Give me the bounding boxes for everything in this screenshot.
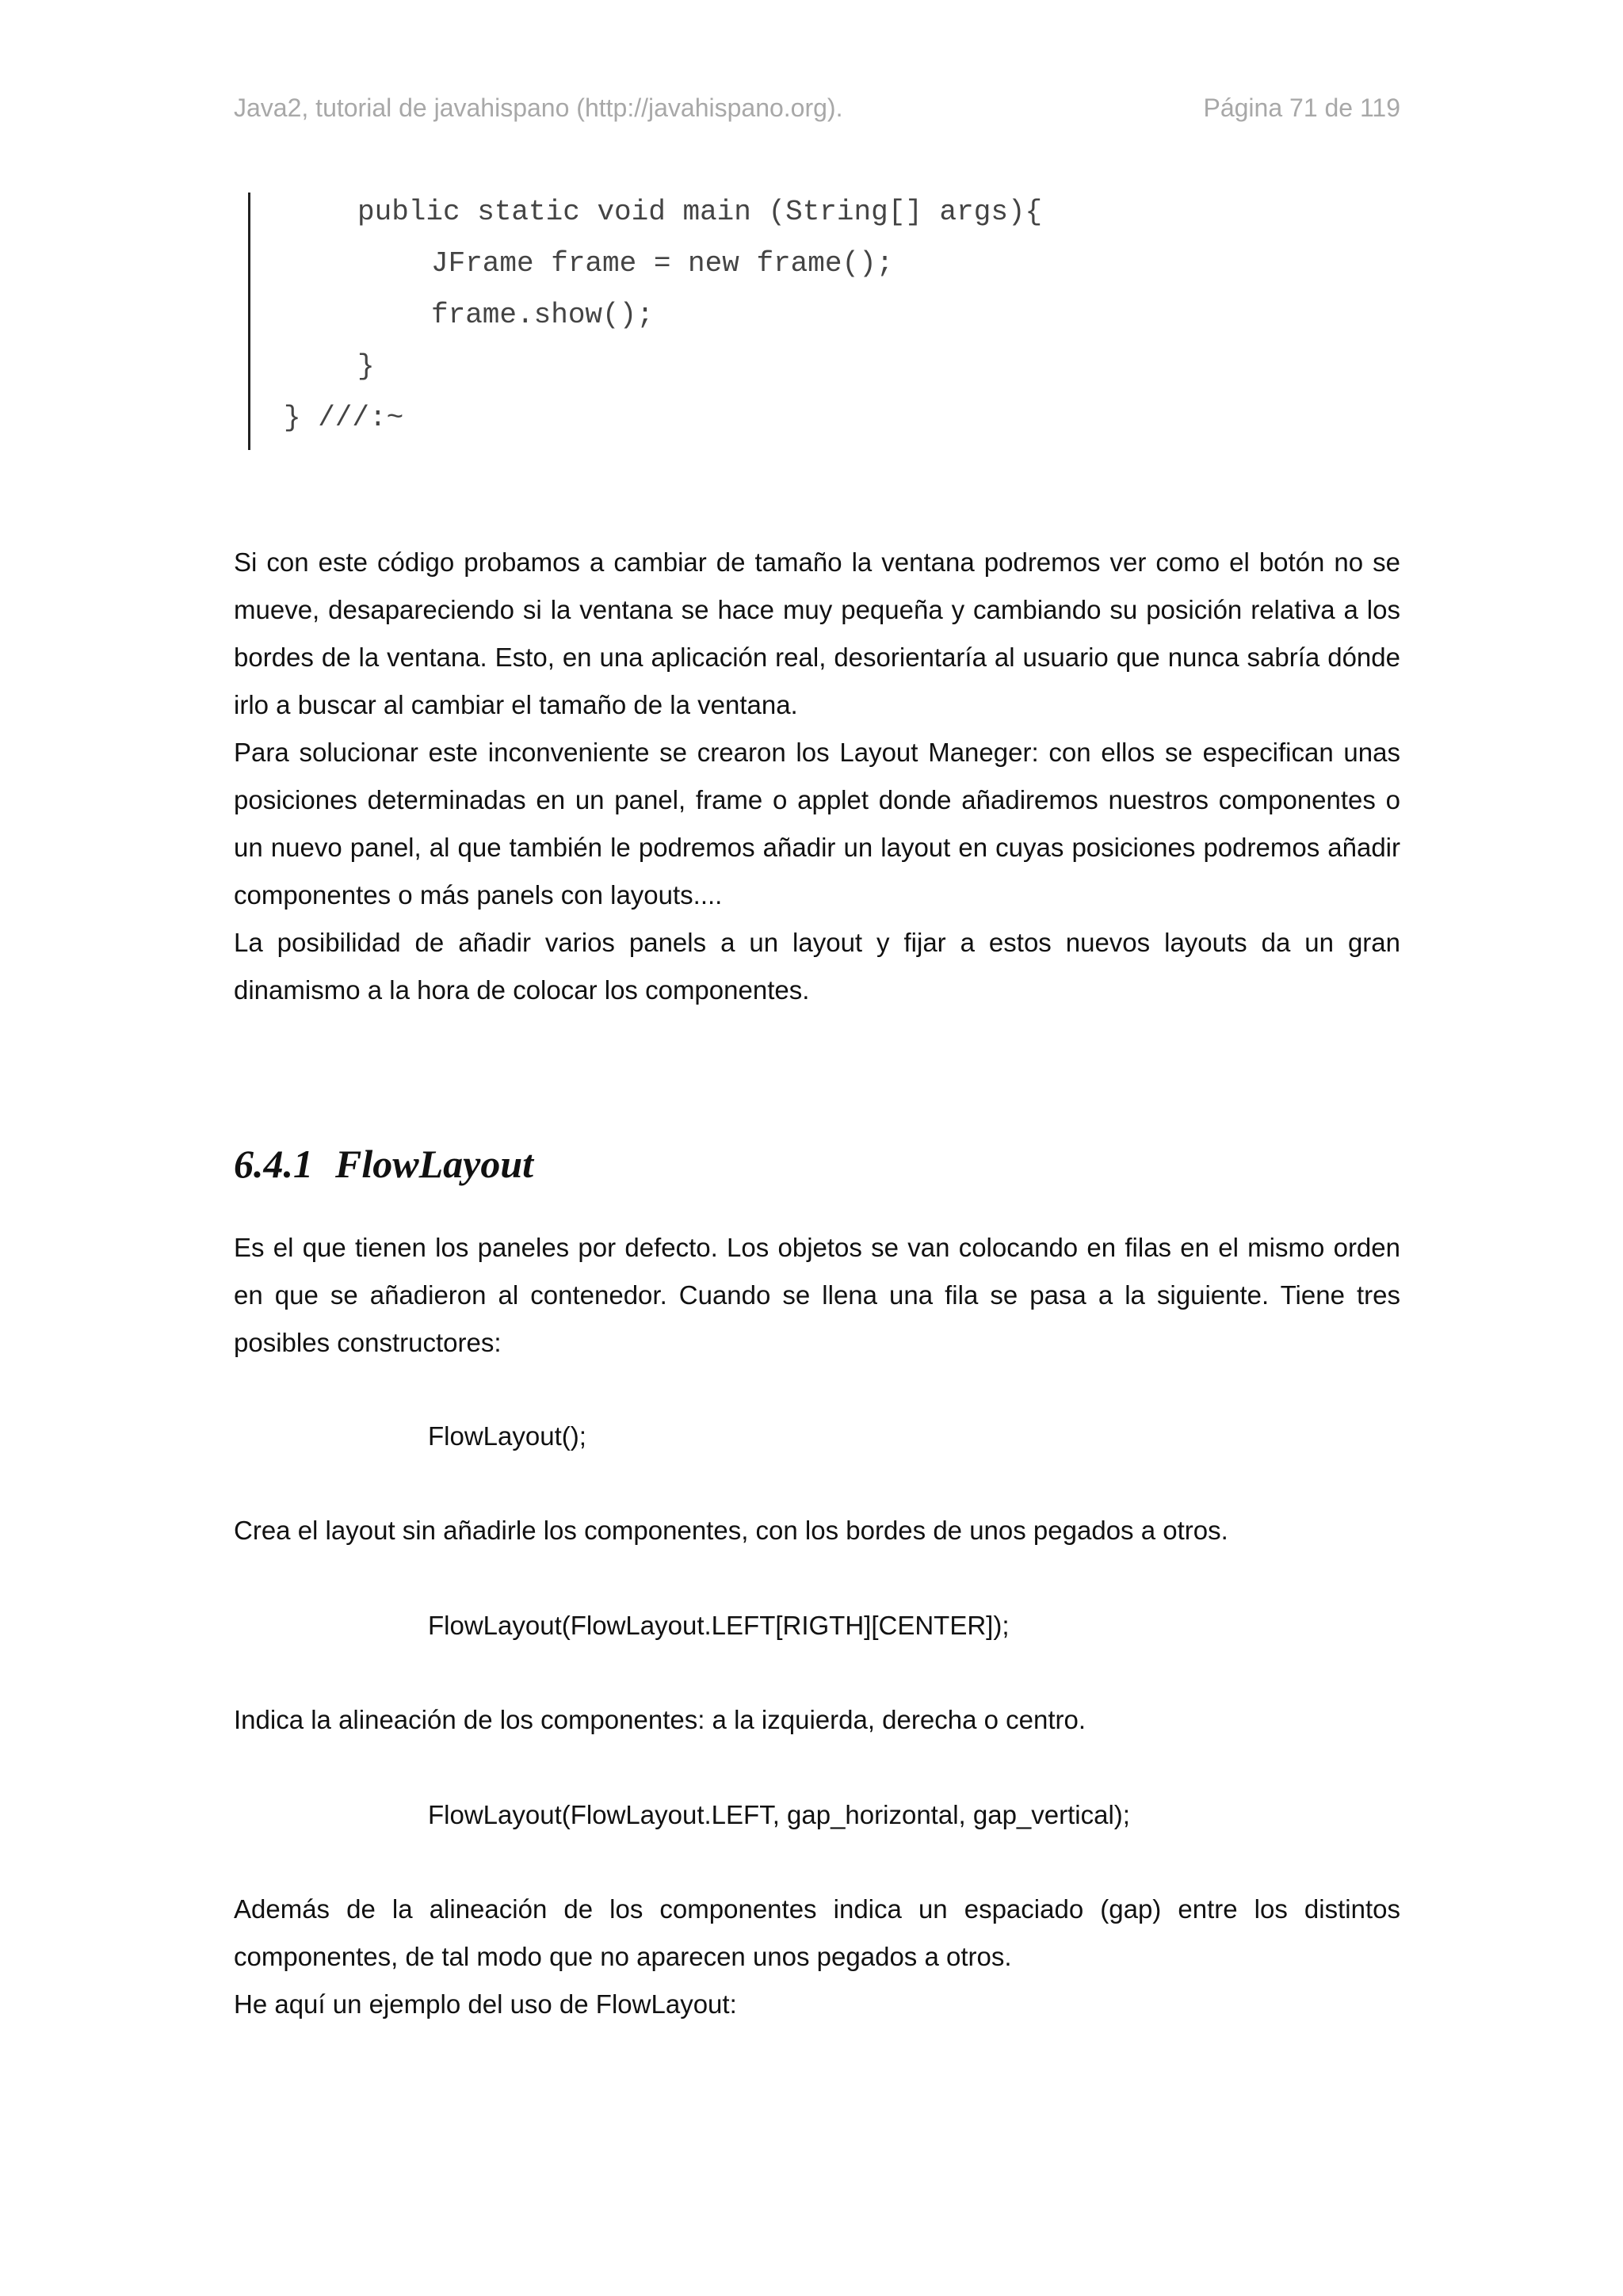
page-header [234,93,1400,133]
code-line: JFrame frame = new frame(); [431,247,894,280]
paragraph: Además de la alineación de los componentes indica un espaciado (gap) entre los distintos componentes, de tal modo que no aparecen unos pegados a otros. [234,1894,1400,1971]
code-block [248,193,1360,450]
paragraph: Si con este código probamos a cambiar de tamaño la ventana podremos ver como el botón no se mueve, desapareciendo si la ventana se hace muy pequeña y cambiando su posición relativa a los bordes de la ventana. Esto, en una aplicación real, desorientaría al usuario que nunca sabría dónde irlo a buscar al cambiar el tamaño de la ventana. [234,547,1400,719]
paragraph: Indica la alineación de los componentes: a la izquierda, derecha o centro. [234,1705,1086,1734]
paragraph: La posibilidad de añadir varios panels a un layout y fijar a estos nuevos layouts da un gran dinamismo a la hora de colocar los componentes. [234,928,1400,1005]
paragraph: Crea el layout sin añadirle los componentes, con los bordes de unos pegados a otros. [234,1516,1228,1545]
section-heading [234,1141,533,1187]
code-line: frame.show(); [431,299,654,331]
section-title: FlowLayout [335,1142,534,1186]
code-example: FlowLayout(); [428,1421,586,1451]
code-line: } ///:~ [284,402,404,434]
paragraph: Es el que tienen los paneles por defecto. Los objetos se van colocando en filas en el mismo orden en que se añadieron al contenedor. Cuando se llena una fila se pasa a la siguiente. Tiene tres posibles constructores: [234,1233,1400,1357]
code-example: FlowLayout(FlowLayout.LEFT, gap_horizontal, gap_vertical); [428,1800,1130,1829]
code-line: public static void main (String[] args){ [357,196,1043,228]
header-title: Java2, tutorial de javahispano (http://javahispano.org). [234,93,843,122]
section-number: 6.4.1 [234,1142,313,1186]
code-example: FlowLayout(FlowLayout.LEFT[RIGTH][CENTER]); [428,1611,1010,1640]
code-line: } [357,350,375,383]
header-page-number: Página 71 de 119 [1203,93,1400,122]
paragraph: Para solucionar este inconveniente se crearon los Layout Maneger: con ellos se especifican unas posiciones determinadas en un panel, frame o applet donde añadiremos nuestros componentes o un nuevo panel, al que también le podremos añadir un layout en cuyas posiciones podremos añadir componentes o más panels con layouts.... [234,738,1400,910]
paragraph: He aquí un ejemplo del uso de FlowLayout: [234,1989,737,2019]
